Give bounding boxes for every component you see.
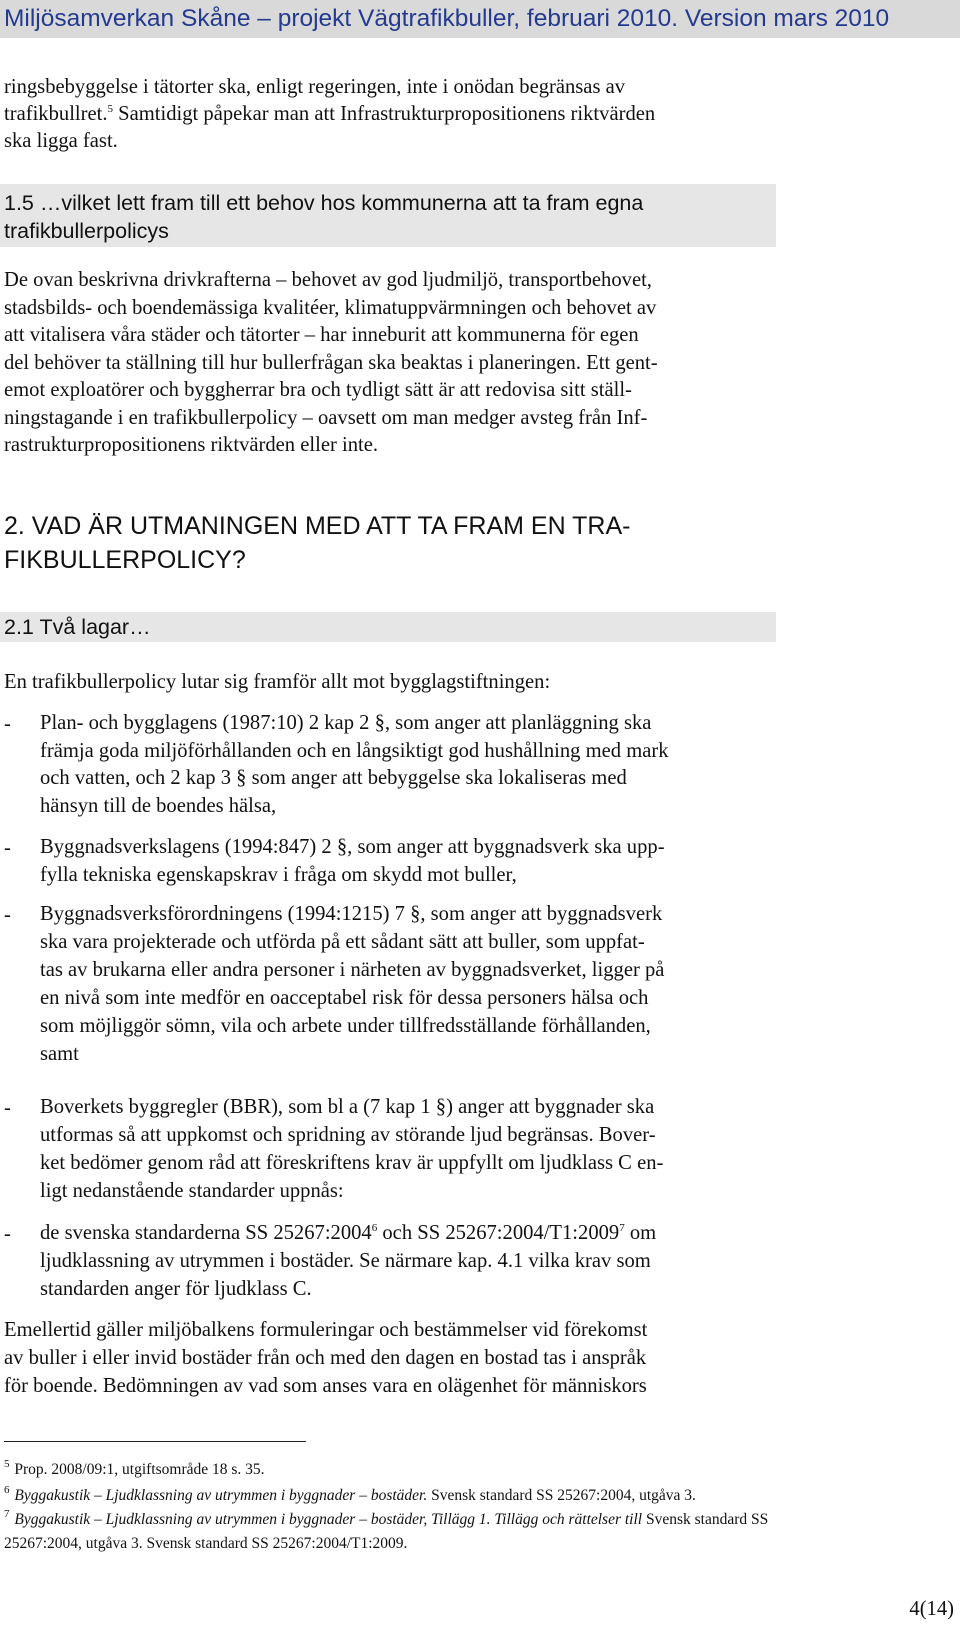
footnote-separator — [4, 1441, 306, 1442]
bullet-1-line: Plan- och bygglagens (1987:10) 2 kap 2 §, som anger att planläggning ska — [40, 712, 652, 734]
section-2-1-intro: En trafikbullerpolicy lutar sig framför allt mot bygglagstiftningen: — [4, 671, 551, 693]
page-number: 4(14) — [909, 1598, 954, 1620]
footnote-ref-7: 7 — [619, 1222, 625, 1235]
body-line: rastrukturpropositionens riktvärden eller inte. — [4, 434, 379, 456]
std-bullet-line-2: ljudklassning av utrymmen i bostäder. Se närmare kap. 4.1 vilka krav som — [40, 1250, 651, 1272]
footnote-5-num: 5 — [4, 1458, 10, 1470]
std-text-b: och SS 25267:2004/T1:2009 — [377, 1222, 620, 1244]
bullet-1-line: hänsyn till de boendes hälsa, — [40, 795, 277, 817]
intro-line-2-cont: Samtidigt påpekar man att Infrastrukturpropositionens riktvärden — [118, 103, 656, 125]
section-1-5-heading-line-1: 1.5 …vilket lett fram till ett behov hos kommunerna att ta fram egna — [4, 191, 644, 215]
section-2-heading-line-2: FIKBULLERPOLICY? — [4, 546, 246, 574]
bullet-4-line: Boverkets byggregler (BBR), som bl a (7 kap 1 §) anger att byggnader ska — [40, 1096, 655, 1118]
body-line: De ovan beskrivna drivkrafterna – behovet av god ljudmiljö, transportbehovet, — [4, 269, 652, 291]
footnote-7-num: 7 — [4, 1508, 10, 1520]
footnote-7-line-2: 25267:2004, utgåva 3. Svensk standard SS 25267:2004/T1:2009. — [4, 1535, 408, 1552]
bullet-marker: - — [4, 904, 11, 926]
std-text-a: de svenska standarderna SS 25267:2004 — [40, 1222, 372, 1244]
footnote-ref-6: 6 — [371, 1222, 378, 1235]
body-line: emot exploatörer och byggherrar bra och tydligt sätt är att redovisa sitt ställ- — [4, 379, 632, 401]
bullet-3-line: samt — [40, 1043, 79, 1065]
intro-line-1: ringsbebyggelse i tätorter ska, enligt regeringen, inte i onödan begränsas av — [4, 76, 626, 98]
bullet-marker: - — [4, 713, 11, 735]
body-line: del behöver ta ställning till hur bullerfrågan ska beaktas i planeringen. Ett gent- — [4, 352, 658, 374]
footnote-ref-5: 5 — [107, 103, 114, 116]
footnote-5-text: Prop. 2008/09:1, utgiftsområde 18 s. 35. — [10, 1461, 265, 1478]
bullet-2-line: fylla tekniska egenskapskrav i fråga om skydd mot buller, — [40, 864, 517, 886]
std-bullet-line-1 — [40, 1223, 656, 1244]
page-header: Miljösamverkan Skåne – projekt Vägtrafikbuller, februari 2010. Version mars 2010 — [0, 0, 960, 38]
closing-line: för boende. Bedömningen av vad som anses vara en olägenhet för människors — [4, 1375, 647, 1397]
bullet-marker: - — [4, 1223, 11, 1245]
section-2-1-heading: 2.1 Två lagar… — [4, 615, 151, 639]
bullet-3-line: tas av brukarna eller andra personer i närheten av byggnadsverket, ligger på — [40, 959, 665, 981]
footnote-6-num: 6 — [4, 1484, 10, 1496]
body-line: ningstagande i en trafikbullerpolicy – oavsett om man medger avsteg från Inf- — [4, 407, 648, 429]
bullet-marker: - — [4, 837, 11, 859]
bullet-3-line: Byggnadsverksförordningens (1994:1215) 7 §, som anger att byggnadsverk — [40, 903, 663, 925]
footnote-6 — [4, 1484, 696, 1504]
bullet-1-line: och vatten, och 2 kap 3 § som anger att bebyggelse ska lokaliseras med — [40, 767, 627, 789]
bullet-4-line: ket bedömer genom råd att föreskriftens krav är uppfyllt om ljudklass C en- — [40, 1152, 664, 1174]
std-bullet-line-3: standarden anger för ljudklass C. — [40, 1278, 312, 1300]
bullet-4-line: ligt nedanstående standarder uppnås: — [40, 1180, 344, 1202]
footnote-5 — [4, 1458, 265, 1478]
bullet-marker: - — [4, 1097, 11, 1119]
section-2-heading-line-1: 2. VAD ÄR UTMANINGEN MED ATT TA FRAM EN TRA- — [4, 512, 631, 540]
footnote-7 — [4, 1508, 769, 1528]
bullet-1-line: främja goda miljöförhållanden och en långsiktigt god hushållning med mark — [40, 740, 669, 762]
footnote-7-text: Svensk standard SS — [642, 1511, 769, 1528]
intro-line-2 — [4, 104, 655, 125]
footnote-7-italic: Byggakustik – Ljudklassning av utrymmen i byggnader – bostäder, Tillägg 1. Tillägg och rättelser till — [14, 1511, 643, 1528]
bullet-3-line: ska vara projekterade och utförda på ett sådant sätt att buller, som uppfat- — [40, 931, 645, 953]
section-1-5-heading-line-2: trafikbullerpolicys — [4, 219, 169, 243]
std-text-c: om — [624, 1222, 657, 1244]
closing-line: av buller i eller invid bostäder från och med den dagen en bostad tas i anspråk — [4, 1347, 647, 1369]
footnote-6-italic: Byggakustik – Ljudklassning av utrymmen i byggnader – bostäder. — [14, 1487, 428, 1504]
footnote-6-text: Svensk standard SS 25267:2004, utgåva 3. — [427, 1487, 696, 1504]
bullet-3-line: en nivå som inte medför en oacceptabel risk för dessa personers hälsa och — [40, 987, 649, 1009]
bullet-4-line: utformas så att uppkomst och spridning av störande ljud begränsas. Bover- — [40, 1124, 656, 1146]
bullet-3-line: som möjliggör sömn, vila och arbete under tillfredsställande förhållanden, — [40, 1015, 651, 1037]
body-line: att vitalisera våra städer och tätorter – har inneburit att kommunerna för egen — [4, 324, 639, 346]
closing-line: Emellertid gäller miljöbalkens formuleringar och bestämmelser vid förekomst — [4, 1319, 648, 1341]
intro-line-2-text: trafikbullret. — [4, 103, 108, 125]
bullet-2-line: Byggnadsverkslagens (1994:847) 2 §, som anger att byggnadsverk ska upp- — [40, 836, 665, 858]
body-line: stadsbilds- och boendemässiga kvalitéer, klimatuppvärmningen och behovet av — [4, 297, 657, 319]
intro-line-3: ska ligga fast. — [4, 130, 118, 152]
